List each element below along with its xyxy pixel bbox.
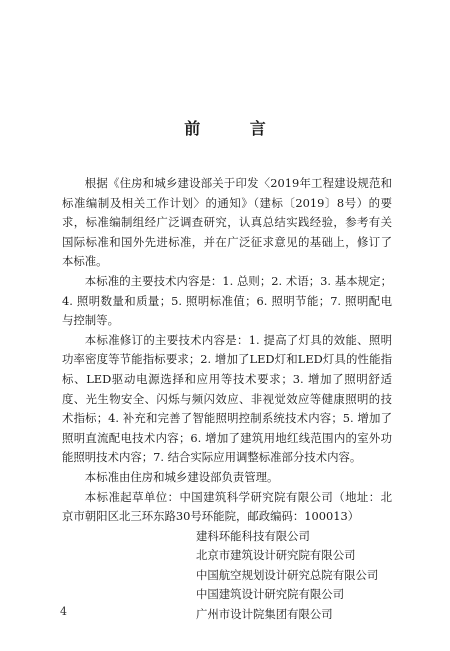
paragraph-basis: 根据《住房和城乡建设部关于印发〈2019年工程建设规范和标准编制及相关工作计划〉的通知》（建标〔2019〕8号）的要求，标准编制组经广泛调查研究，认真总结实践经验，参考有关国际标准和国外先进标准，并在广泛征求意见的基础上，修订了本标准。 <box>62 176 392 269</box>
page-number: 4 <box>60 605 67 618</box>
organization-item: 北京市建筑设计研究院有限公司 <box>196 548 356 563</box>
drafting-organizations <box>62 488 392 625</box>
body-text <box>62 174 392 625</box>
organization-item: 中国建筑设计研究院有限公司 <box>196 587 345 602</box>
paragraph-revision-content: 本标准修订的主要技术内容是：1. 提高了灯具的效能、照明功率密度等节能指标要求；2. 增加了LED灯和LED灯具的性能指标、LED驱动电源选择和应用等技术要求；3. 增加了照明舒适度、光生物安全、闪烁与频闪效应、非视觉效应等健康照明的技术指标；4. 补充和完善了智能照明控制系统技术内容；5. 增加了照明直流配电技术内容；6. 增加了建筑用地红线范围内的室外功能照明技术内容；7. 结合实际应用调整标准部分技术内容。 <box>62 332 392 465</box>
paragraph-main-content: 本标准的主要技术内容是：1. 总则；2. 术语；3. 基本规定；4. 照明数量和质量；5. 照明标准值；6. 照明节能；7. 照明配电与控制等。 <box>62 273 392 328</box>
paragraph-management: 本标准由住房和城乡建设部负责管理。 <box>84 469 279 484</box>
organization-item: 广州市设计院集团有限公司 <box>196 607 333 622</box>
drafting-organizations-label: 本标准起草单位：中国建筑科学研究院有限公司（地址：北京市朝阳区北三环东路30号环能院，邮政编码：100013） <box>62 489 392 524</box>
organization-item: 中国航空规划设计研究总院有限公司 <box>196 567 379 582</box>
page-title: 前 言 <box>184 119 288 138</box>
organization-item: 建科环能科技有限公司 <box>196 528 310 543</box>
